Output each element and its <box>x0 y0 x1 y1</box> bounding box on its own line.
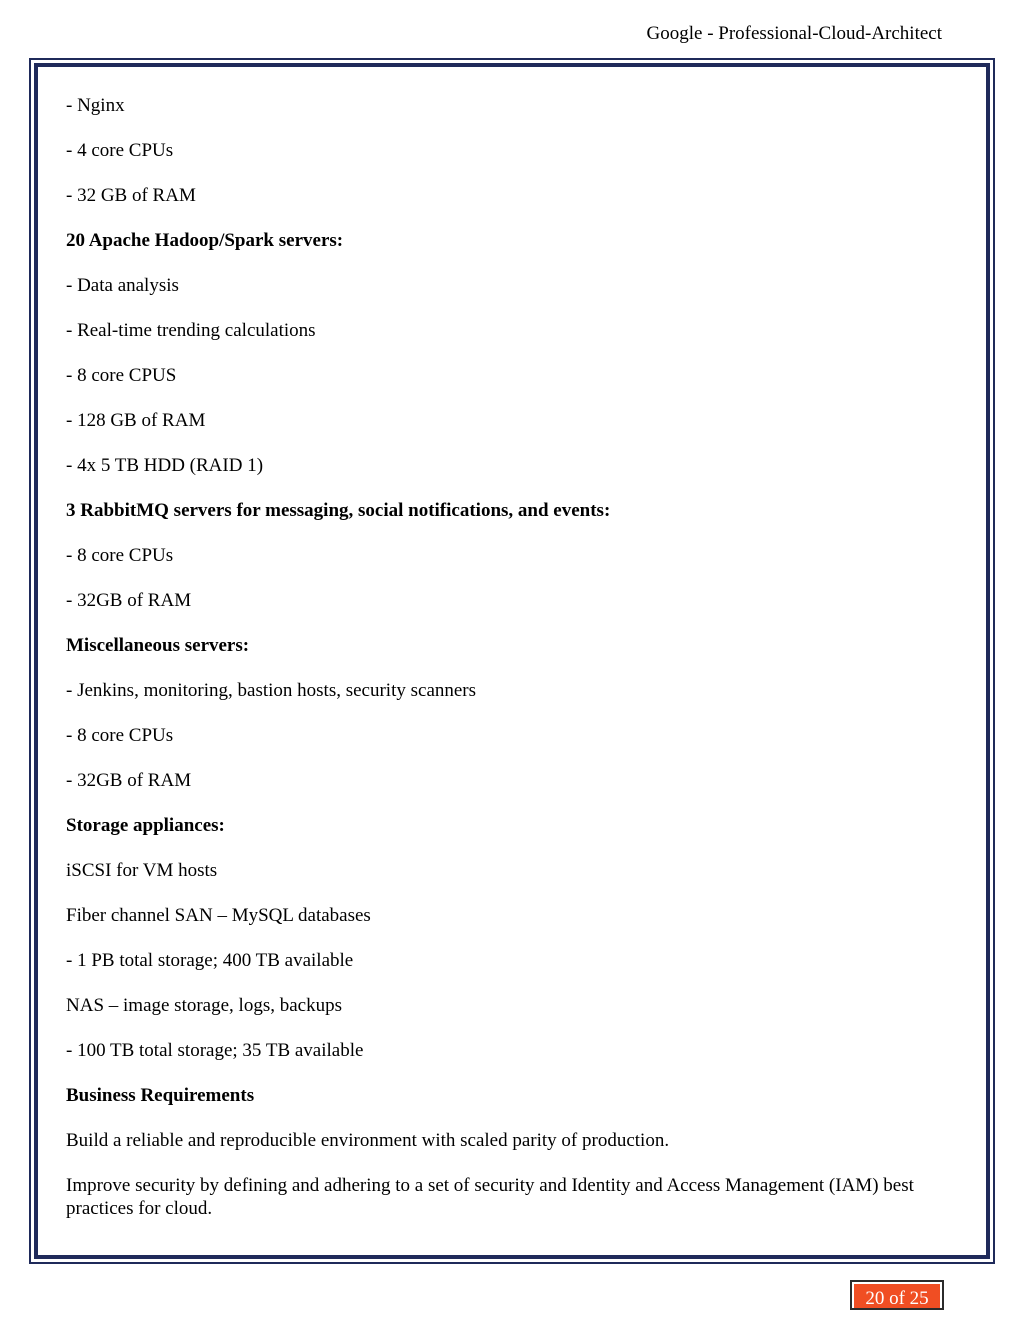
body-paragraph: - 128 GB of RAM <box>66 410 206 431</box>
body-paragraph: - 8 core CPUs <box>66 725 174 746</box>
body-paragraph: - 8 core CPUs <box>66 545 174 566</box>
body-paragraph: iSCSI for VM hosts <box>66 860 218 881</box>
section-heading: Business Requirements <box>66 1085 255 1106</box>
body-paragraph: - 32GB of RAM <box>66 590 192 611</box>
section-heading: 3 RabbitMQ servers for messaging, social notifications, and events: <box>66 500 611 521</box>
body-paragraph: Build a reliable and reproducible environment with scaled parity of production. <box>66 1130 670 1151</box>
body-paragraph: - 100 TB total storage; 35 TB available <box>66 1040 364 1061</box>
section-heading: Miscellaneous servers: <box>66 635 250 656</box>
body-paragraph: - Nginx <box>66 95 125 116</box>
body-paragraph: Fiber channel SAN – MySQL databases <box>66 905 371 926</box>
body-paragraph: - Real-time trending calculations <box>66 320 316 341</box>
body-paragraph: NAS – image storage, logs, backups <box>66 995 342 1016</box>
body-paragraph: Improve security by defining and adhering to a set of security and Identity and Access Management (IAM) best practices for cloud. <box>66 1175 914 1219</box>
body-paragraph: - Jenkins, monitoring, bastion hosts, security scanners <box>66 680 477 701</box>
section-heading: Storage appliances: <box>66 815 225 836</box>
body-paragraph: - Data analysis <box>66 275 179 296</box>
page-header-title: Google - Professional-Cloud-Architect <box>646 23 942 44</box>
body-paragraph: - 4 core CPUs <box>66 140 174 161</box>
body-paragraph: - 32 GB of RAM <box>66 185 196 206</box>
page-number-badge <box>850 1280 944 1310</box>
body-paragraph: - 4x 5 TB HDD (RAID 1) <box>66 455 264 476</box>
section-heading: 20 Apache Hadoop/Spark servers: <box>66 230 344 251</box>
document-body <box>66 94 946 1242</box>
body-paragraph: - 1 PB total storage; 400 TB available <box>66 950 354 971</box>
body-paragraph: - 32GB of RAM <box>66 770 192 791</box>
body-paragraph: - 8 core CPUS <box>66 365 177 386</box>
page-number-label: 20 of 25 <box>854 1284 940 1308</box>
